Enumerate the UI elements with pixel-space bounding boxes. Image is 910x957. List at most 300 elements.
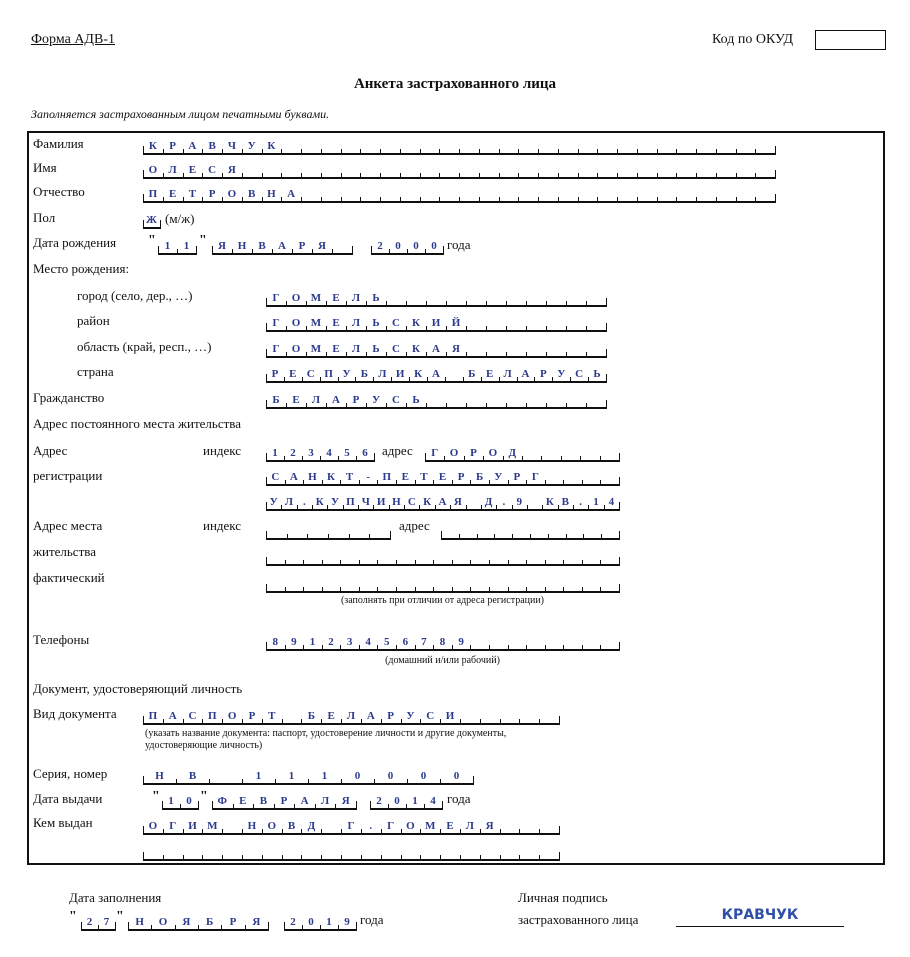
sex-label: Пол (33, 210, 56, 225)
cell-divider (578, 149, 579, 155)
reg-address-field-1[interactable] (425, 444, 619, 462)
cell-divider (518, 149, 519, 155)
field-char: Р (169, 140, 176, 152)
cell-divider (637, 173, 638, 179)
cell-divider (143, 852, 144, 861)
cell-divider (356, 801, 357, 810)
doc-type-note: (указать название документа: паспорт, удостоверение личности и другие документы, (145, 728, 507, 739)
cell-divider (439, 197, 440, 203)
field-char: С (392, 343, 400, 355)
cell-divider (266, 557, 267, 566)
cell-divider (546, 403, 547, 409)
cell-divider (307, 534, 308, 540)
field-baseline (266, 407, 606, 409)
cell-divider (360, 173, 361, 179)
field-baseline (212, 253, 352, 255)
country-field[interactable] (266, 365, 606, 383)
cell-divider (716, 149, 717, 155)
issue-month-field[interactable] (212, 792, 356, 810)
field-char: А (332, 394, 340, 406)
cell-divider (341, 173, 342, 179)
field-char: Е (289, 368, 297, 380)
field-char: Ь (372, 317, 380, 329)
field-char: 1 (255, 770, 262, 782)
city-label: город (село, дер., …) (77, 288, 193, 303)
cell-divider (506, 352, 507, 358)
field-char: 0 (354, 770, 361, 782)
phones-label: Телефоны (33, 632, 90, 647)
actual-address-field-1[interactable] (441, 522, 619, 540)
cell-divider (527, 505, 528, 511)
field-char: Р (271, 368, 279, 380)
field-char: Я (485, 820, 494, 832)
cell-divider (377, 587, 378, 593)
field-char: Н (237, 240, 247, 252)
field-char: 9 (458, 636, 464, 648)
field-char: Л (311, 394, 321, 406)
birth-month-field[interactable] (212, 237, 352, 255)
field-char: О (227, 188, 237, 200)
cell-divider (600, 587, 601, 593)
citizenship-field[interactable] (266, 391, 606, 409)
cell-divider (657, 197, 658, 203)
name-field[interactable] (143, 161, 775, 179)
cell-divider (600, 456, 601, 462)
cell-divider (548, 534, 549, 540)
field-char: Б (307, 710, 315, 722)
field-char: 1 (168, 795, 174, 807)
field-char: . (369, 820, 373, 832)
cell-divider (736, 149, 737, 155)
field-baseline (266, 381, 606, 383)
cell-divider (486, 352, 487, 358)
field-char: И (188, 820, 197, 832)
cell-divider (755, 173, 756, 179)
field-char: Г (272, 343, 280, 355)
cell-divider (500, 855, 501, 861)
field-char: Б (468, 368, 476, 380)
doc-type-field[interactable] (143, 707, 559, 725)
field-char: А (289, 471, 298, 483)
cell-divider (401, 855, 402, 861)
field-char: С (392, 394, 400, 406)
cell-divider (559, 852, 560, 861)
cell-divider (561, 456, 562, 462)
field-char: 2 (86, 916, 93, 928)
cell-divider (637, 197, 638, 203)
field-char: 2 (328, 636, 334, 648)
cell-divider (506, 403, 507, 409)
cell-divider (466, 352, 467, 358)
cell-divider (619, 477, 620, 486)
birth-day-field[interactable] (158, 237, 196, 255)
field-char: 6 (402, 636, 409, 648)
field-char: А (168, 710, 177, 722)
field-char: 0 (413, 240, 419, 252)
fill-month-field[interactable] (128, 913, 268, 931)
cell-divider (545, 645, 546, 651)
cell-divider (538, 173, 539, 179)
cell-divider (508, 560, 509, 566)
field-baseline (143, 723, 559, 725)
instruction-text: Заполняется застрахованным лицом печатными буквами. (31, 107, 330, 121)
issue-year-field[interactable] (370, 792, 442, 810)
cell-divider (380, 149, 381, 155)
cell-divider (459, 197, 460, 203)
field-char: Н (392, 496, 401, 508)
field-char: М (207, 820, 218, 832)
field-char: Г (531, 471, 539, 483)
field-char: 6 (362, 447, 368, 459)
field-char: 1 (164, 240, 171, 252)
cell-divider (586, 403, 587, 409)
field-char: Г (169, 820, 177, 832)
cell-divider (459, 534, 460, 540)
reg-address-field-2[interactable] (266, 468, 619, 486)
cell-divider (352, 246, 353, 255)
field-char: С (188, 710, 197, 722)
actual-address-label-3: фактический (33, 570, 105, 585)
field-char: 9 (291, 636, 297, 648)
cell-divider (586, 301, 587, 307)
field-char: Л (378, 368, 387, 380)
cell-divider (526, 587, 527, 593)
field-char: О (488, 447, 498, 459)
cell-divider (452, 587, 453, 593)
cell-divider (657, 149, 658, 155)
cell-divider (566, 352, 567, 358)
issue-day-close-quote: " (200, 789, 208, 804)
cell-divider (415, 587, 416, 593)
field-char: 8 (272, 636, 279, 648)
cell-divider (506, 301, 507, 307)
actual-address-field-2[interactable] (266, 548, 619, 566)
cell-divider (526, 326, 527, 332)
field-baseline (143, 833, 559, 835)
city-field[interactable] (266, 289, 606, 307)
okud-label: Код по ОКУД (712, 32, 794, 47)
cell-divider (519, 855, 520, 861)
cell-divider (332, 249, 333, 255)
field-char: В (247, 188, 256, 200)
reg-index-field[interactable] (266, 444, 374, 462)
reg-index-label: индекс (203, 443, 242, 458)
cell-divider (202, 855, 203, 861)
cell-divider (477, 534, 478, 540)
field-char: . (579, 496, 582, 508)
cell-divider (526, 560, 527, 566)
cell-divider (242, 855, 243, 861)
series-number-field[interactable] (143, 767, 473, 785)
field-char: Е (239, 795, 247, 807)
field-char: Е (332, 292, 340, 304)
field-char: У (494, 471, 503, 483)
actual-address-field-3[interactable] (266, 575, 619, 593)
field-char: Г (272, 292, 280, 304)
okud-code-box[interactable] (815, 30, 886, 50)
cell-divider (619, 642, 620, 651)
cell-divider (321, 855, 322, 861)
cell-divider (499, 197, 500, 203)
cell-divider (775, 170, 776, 179)
cell-divider (160, 220, 161, 229)
cell-divider (545, 560, 546, 566)
cell-divider (566, 301, 567, 307)
cell-divider (380, 173, 381, 179)
issued-by-field-2[interactable] (143, 843, 559, 861)
issue-day-field[interactable] (162, 792, 198, 810)
cell-divider (406, 301, 407, 307)
cell-divider (400, 173, 401, 179)
patronymic-label: Отчество (33, 184, 85, 199)
cell-divider (420, 855, 421, 861)
cell-divider (696, 197, 697, 203)
field-char: 1 (183, 240, 190, 252)
cell-divider (617, 149, 618, 155)
cell-divider (606, 323, 607, 332)
fill-year-field[interactable] (284, 913, 356, 931)
cell-divider (486, 403, 487, 409)
field-char: Р (470, 447, 477, 459)
cell-divider (526, 403, 527, 409)
cell-divider (426, 403, 427, 409)
signature-label: Личная подпись (518, 890, 608, 905)
cell-divider (563, 560, 564, 566)
field-char: Е (168, 188, 177, 200)
cell-divider (341, 197, 342, 203)
cell-divider (775, 146, 776, 155)
field-char: 8 (439, 636, 446, 648)
cell-divider (361, 855, 362, 861)
cell-divider (619, 502, 620, 511)
district-field[interactable] (266, 314, 606, 332)
field-char: М (310, 343, 322, 355)
field-char: У (331, 496, 340, 508)
field-char: М (310, 317, 322, 329)
field-char: Н (267, 188, 276, 200)
reg-address-field-3[interactable] (266, 493, 619, 511)
field-char: В (287, 820, 296, 832)
cell-divider (460, 855, 461, 861)
cell-divider (377, 560, 378, 566)
field-char: 7 (103, 916, 110, 928)
cell-divider (546, 301, 547, 307)
field-char: 0 (308, 916, 314, 928)
field-char: Л (351, 317, 361, 329)
cell-divider (439, 149, 440, 155)
field-char: Н (135, 916, 144, 928)
cell-divider (538, 197, 539, 203)
field-char: П (346, 496, 355, 508)
sex-field[interactable] (143, 211, 160, 229)
signature-line (676, 926, 844, 927)
issued-by-field-1[interactable] (143, 817, 559, 835)
field-char: Б (476, 471, 484, 483)
field-char: Е (292, 394, 300, 406)
field-char: 4 (326, 447, 332, 459)
cell-divider (583, 534, 584, 540)
cell-divider (303, 560, 304, 566)
cell-divider (512, 534, 513, 540)
field-char: Ч (361, 496, 370, 508)
cell-divider (606, 298, 607, 307)
field-char: В (188, 770, 197, 782)
cell-divider (736, 197, 737, 203)
cell-divider (518, 173, 519, 179)
cell-divider (328, 534, 329, 540)
field-char: Г (272, 317, 280, 329)
field-char: 4 (608, 496, 615, 508)
cell-divider (606, 400, 607, 409)
cell-divider (522, 456, 523, 462)
field-char: Я (182, 916, 191, 928)
cell-divider (519, 829, 520, 835)
field-char: Ь (412, 394, 420, 406)
cell-divider (597, 197, 598, 203)
cell-divider (282, 719, 283, 725)
cell-divider (499, 173, 500, 179)
field-char: 2 (290, 447, 296, 459)
field-char: Р (513, 471, 521, 483)
field-char: С (575, 368, 584, 380)
cell-divider (637, 149, 638, 155)
cell-divider (479, 173, 480, 179)
field-baseline (266, 305, 606, 307)
field-char: П (148, 710, 158, 722)
field-char: С (407, 496, 416, 508)
phones-field[interactable] (266, 633, 619, 651)
surname-label: Фамилия (33, 136, 84, 151)
cell-divider (558, 197, 559, 203)
reg-address-label: Адрес (33, 443, 68, 458)
cell-divider (445, 377, 446, 383)
field-char: О (267, 820, 277, 832)
field-char: Г (431, 447, 439, 459)
cell-divider (601, 534, 602, 540)
cell-divider (494, 534, 495, 540)
field-char: 1 (593, 496, 599, 508)
field-char: 0 (186, 795, 192, 807)
region-field[interactable] (266, 340, 606, 358)
cell-divider (443, 246, 444, 255)
cell-divider (546, 326, 547, 332)
field-char: 1 (412, 795, 418, 807)
cell-divider (266, 531, 267, 540)
cell-divider (736, 173, 737, 179)
cell-divider (303, 587, 304, 593)
field-char: О (148, 164, 158, 176)
cell-divider (582, 587, 583, 593)
field-char: Р (208, 188, 216, 200)
field-char: Е (446, 820, 454, 832)
field-char: У (247, 140, 256, 152)
field-char: Я (341, 795, 350, 807)
field-baseline (266, 484, 619, 486)
field-char: Я (218, 240, 226, 252)
id-document-heading: Документ, удостоверяющий личность (33, 681, 243, 696)
field-char: Ж (146, 214, 157, 226)
actual-index-field[interactable] (266, 522, 390, 540)
birth-day-close-quote: " (199, 233, 207, 248)
country-label: страна (77, 364, 114, 379)
form-name: Форма АДВ-1 (31, 32, 115, 47)
field-char: У (269, 496, 278, 508)
field-char: А (278, 240, 286, 252)
fill-day-open-quote: " (69, 909, 77, 924)
field-char: Р (352, 394, 360, 406)
field-char: С (306, 368, 315, 380)
cell-divider (466, 505, 467, 511)
field-char: Е (401, 471, 409, 483)
cell-divider (541, 456, 542, 462)
cell-divider (466, 403, 467, 409)
field-char: 9 (516, 496, 522, 508)
signature-value[interactable]: КРАВЧУК (721, 907, 799, 923)
field-char: М (425, 820, 436, 832)
cell-divider (442, 801, 443, 810)
doc-type-label: Вид документа (33, 706, 117, 721)
cell-divider (341, 149, 342, 155)
actual-address-word: адрес (399, 518, 430, 533)
field-baseline (266, 649, 619, 651)
field-char: Б (360, 368, 369, 380)
cell-divider (600, 560, 601, 566)
field-char: Р (539, 368, 547, 380)
cell-divider (222, 855, 223, 861)
cell-divider (420, 149, 421, 155)
field-char: Л (351, 343, 361, 355)
cell-divider (508, 645, 509, 651)
page-title: Анкета застрахованного лица (353, 76, 557, 92)
field-char: М (310, 292, 322, 304)
surname-field[interactable] (143, 137, 775, 155)
cell-divider (359, 587, 360, 593)
cell-divider (539, 855, 540, 861)
field-char: О (291, 343, 301, 355)
field-char: Е (327, 710, 335, 722)
field-char: Р (298, 240, 306, 252)
field-char: И (395, 368, 405, 380)
cell-divider (183, 855, 184, 861)
field-char: 2 (376, 795, 382, 807)
cell-divider (539, 829, 540, 835)
cell-divider (600, 645, 601, 651)
field-char: П (208, 710, 217, 722)
cell-divider (696, 149, 697, 155)
issue-year-suffix: года (447, 791, 471, 806)
birth-year-field[interactable] (371, 237, 443, 255)
cell-divider (578, 197, 579, 203)
field-char: К (414, 368, 423, 380)
doc-type-note-2: удостоверяющие личность) (145, 740, 263, 751)
field-char: 2 (377, 240, 383, 252)
cell-divider (657, 173, 658, 179)
field-char: А (366, 710, 375, 722)
cell-divider (580, 456, 581, 462)
cell-divider (440, 855, 441, 861)
cell-divider (340, 560, 341, 566)
issued-by-label: Кем выдан (33, 815, 93, 830)
field-char: К (327, 471, 336, 483)
field-char: А (521, 368, 530, 380)
field-char: Р (457, 471, 465, 483)
field-char: И (445, 710, 455, 722)
field-char: 0 (395, 240, 401, 252)
field-char: Д (484, 496, 493, 508)
patronymic-field[interactable] (143, 185, 775, 203)
fill-day-field[interactable] (81, 913, 115, 931)
cell-divider (619, 557, 620, 566)
